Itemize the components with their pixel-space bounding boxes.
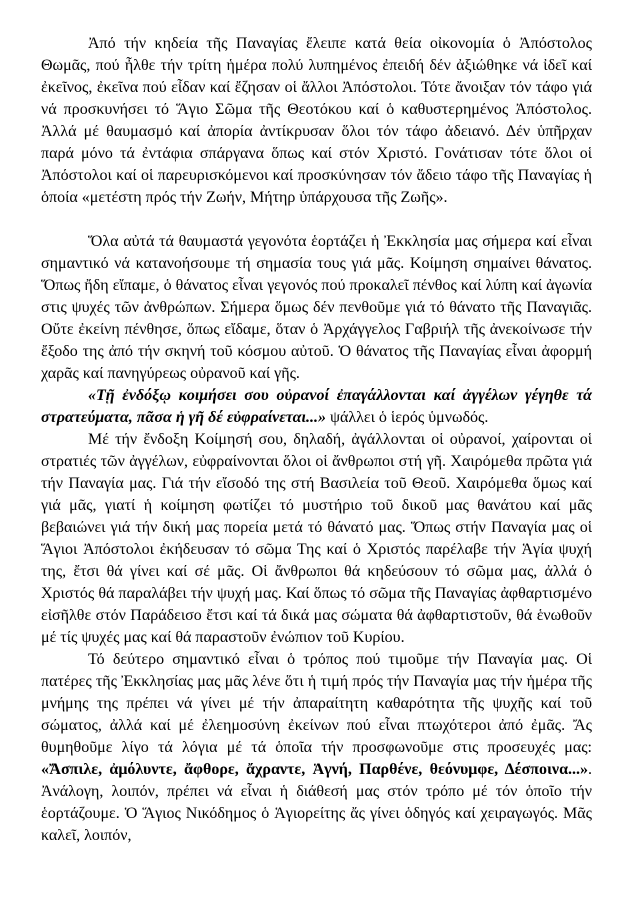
paragraph-how-we-honor-panagia — [41, 649, 592, 847]
paragraph-meaning-of-koimisis — [41, 231, 592, 385]
text-run: Ἀπό τήν κηδεία τῆς Παναγίας ἔλειπε κατά θεία οἰκονομία ὁ Ἀπόστολος Θωμᾶς, πού ἦλθε τήν τρίτη ἡμέρα πολύ λυπημένος ἐπειδή δέν ἀξιώθηκε νά ἰδεῖ καί ἐκεῖνος, ἐκεῖνα πού εἶδαν καί ἔζησαν οἱ ἄλλοι Ἀπόστολοι. Τότε ἄνοιξαν τόν τάφο γιά νά προσκυνήσει τό Ἅγιο Σῶμα τῆς Θεοτόκου καί ὁ καθυστερημένος Ἀπόστολος. Ἀλλά μέ θαυμασμό καί ἀπορία ἀντίκρυσαν ὅλοι τόν τάφο ἀδειανό. Δέν ὑπῆρχαν παρά μόνο τά ἐντάφια σπάργανα ὅπως καί στόν Χριστό. Γονάτισαν τότε ὅλοι οἱ Ἀπόστολοι καί οἱ παρευρισκόμενοι καί προσκύνησαν τόν ἄδειο τάφο τῆς Παναγίας ἡ ὁποία «μετέστη πρός τήν Ζωήν, Μήτηρ ὑπάρχουσα τῆς Ζωῆς». — [41, 35, 592, 206]
document-body — [41, 33, 592, 847]
text-run: Ὅλα αὐτά τά θαυμαστά γεγονότα ἑορτάζει ἡ Ἐκκλησία μας σήμερα καί εἶναι σημαντικό νά κατανοήσουμε τή σημασία τους γιά μᾶς. Κοίμηση σημαίνει θάνατος. Ὅπως ἤδη εἴπαμε, ὁ θάνατος εἶναι γεγονός πού προκαλεῖ πένθος καί λύπη καί ἀγωνία στις ψυχές τῶν ἀνθρώπων. Σήμερα ὅμως δέν πενθοῦμε γιά τό θάνατο τῆς Παναγιᾶς. Οὔτε ἐκείνη πένθησε, ὅπως εἴδαμε, ὅταν ὁ Ἀρχάγγελος Γαβριήλ τῆς ἀνεκοίνωσε τήν ἔξοδο της ἀπό τήν σκηνή τοῦ κόσμου αὐτοῦ. Ὁ θάνατος τῆς Παναγίας εἶναι ἀφορμή χαρᾶς καί πανηγύρεως οὐρανοῦ καί γῆς. — [41, 233, 592, 382]
paragraph-hymn-quote — [41, 385, 592, 429]
paragraph-joy-and-our-death — [41, 429, 592, 649]
text-run: «Ἄσπιλε, ἀμόλυντε, ἄφθορε, ἄχραντε, Ἁγνή, Παρθένε, θεόνυμφε, Δέσποινα...» — [41, 761, 588, 778]
text-run: Τό δεύτερο σημαντικό εἶναι ὁ τρόπος πού τιμοῦμε τήν Παναγία μας. Οἱ πατέρες τῆς Ἐκκλησίας μας μᾶς λένε ὅτι ἡ τιμή πρός τήν Παναγία μας τήν ἡμέρα τῆς μνήμης της πρέπει νά γίνει μέ τήν ἀπαραίτητη καθαρότητα τῆς ψυχῆς καί τοῦ σώματος, ἀλλά καί μέ ἐλεημοσύνη ἐκείνων πού εἶναι πτωχότεροι ἀπό ἐμᾶς. Ἄς θυμηθοῦμε λίγο τά λόγια μέ τά ὁποῖα τήν προσφωνοῦμε στις προσευχές μας: — [41, 651, 592, 756]
text-run: ψάλλει ὁ ἱερός ὑμνωδός. — [325, 409, 489, 426]
text-run: «Τῇ ἐνδόξῳ κοιμήσει σου οὐρανοί ἐπαγάλλονται καί ἀγγέλων γέγηθε τά στρατεύματα, πᾶσα ἡ γῆ δέ εὐφραίνεται...» — [41, 387, 592, 426]
text-run: . Ἀνάλογη, λοιπόν, πρέπει νά εἶναι ἡ διάθεσή μας στόν τρόπο μέ τόν ὁποῖο τήν ἑορτάζουμε. Ὁ Ἅγιος Νικόδημος ὁ Ἁγιορείτης ἄς γίνει ὁδηγός καί χειραγωγός. Μᾶς καλεῖ, λοιπόν, — [41, 761, 592, 844]
paragraph-apostle-thomas-empty-tomb — [41, 33, 592, 209]
text-run: Μέ τήν ἔνδοξη Κοίμησή σου, δηλαδή, ἀγάλλονται οἱ οὐρανοί, χαίρονται οἱ στρατιές τῶν ἀγγέλων, εὐφραίνονται ὅλοι οἱ ἄνθρωποι στή γῆ. Χαιρόμεθα πρῶτα γιά τήν Παναγία μας. Γιά τήν εἴσοδό της στή Βασιλεία τοῦ Θεοῦ. Χαιρόμεθα ὅμως καί γιά μᾶς, γιατί ἡ κοίμηση φωτίζει τό μυστήριο τοῦ δικοῦ μας θανάτου καί μᾶς βεβαιώνει γιά τήν δική μας πορεία μετά τό θάνατό μας. Ὅπως στήν Παναγία μας οἱ Ἅγιοι Ἀπόστολοι ἐκήδευσαν τό σῶμα Της καί ὁ Χριστός παρέλαβε τήν Ἁγία ψυχή της, ἔτσι θά γίνει καί σέ μᾶς. Οἱ ἄνθρωποι θά κηδεύσουν τό σῶμα μας, ἀλλά ὁ Χριστός θά παραλάβει τήν ψυχή μας. Καί ὅπως τό σῶμα τῆς Παναγίας ἀφθαρτισμένο εἰσῆλθε στόν Παράδεισο ἔτσι καί τά δικά μας σώματα θά ἀφθαρτιστοῦν, θά ἑνωθοῦν μέ τίς ψυχές μας καί θά παραστοῦν ἐνώπιον τοῦ Κυρίου. — [41, 431, 592, 646]
